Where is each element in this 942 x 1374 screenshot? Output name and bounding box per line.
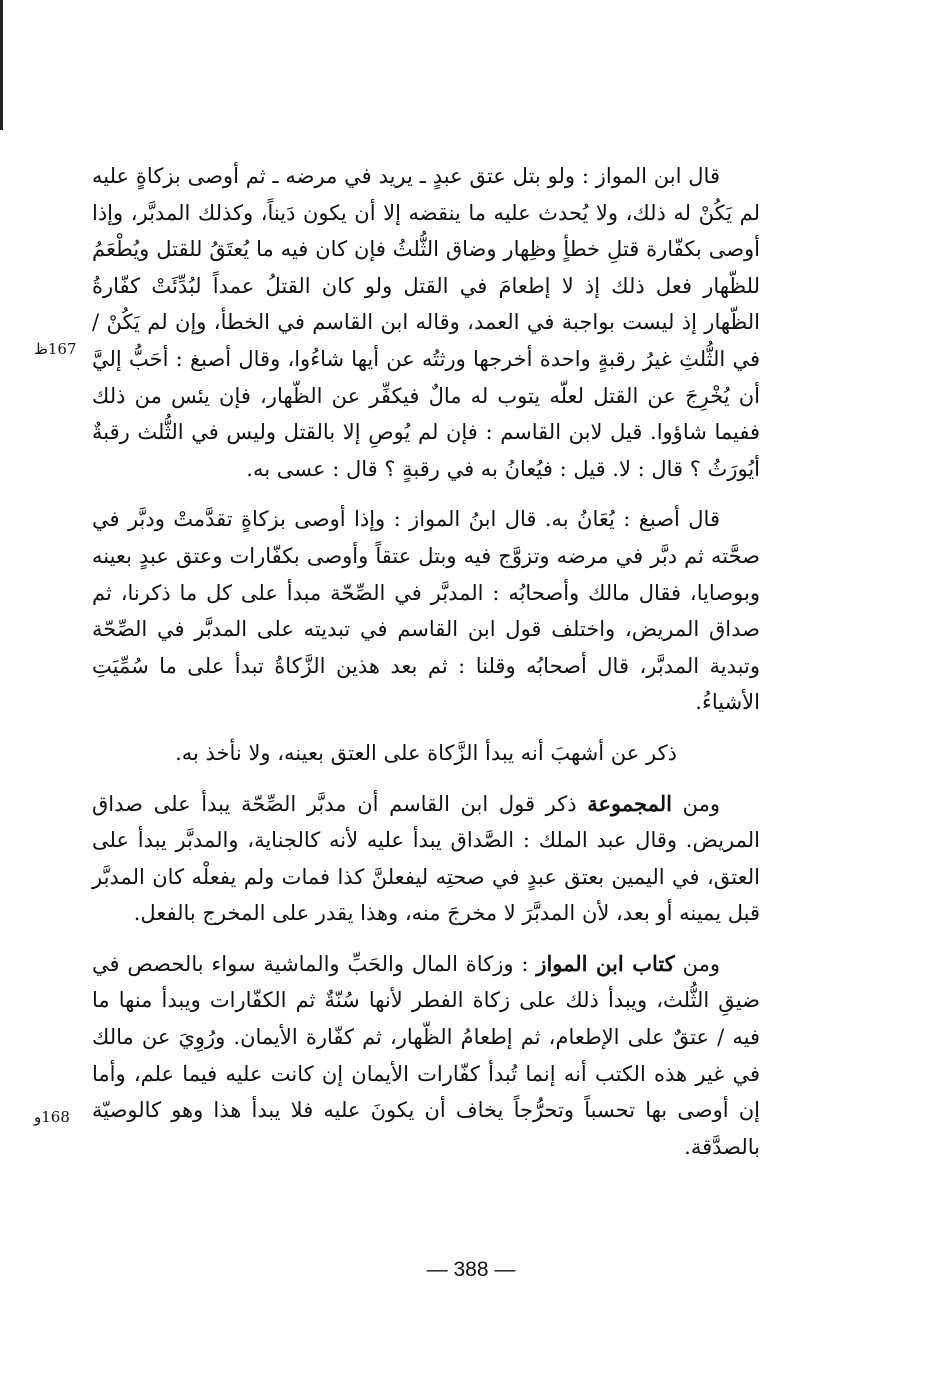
main-text-body [92,158,760,1165]
folio-marker-167: 167ظ [34,340,77,358]
paragraph-4 [92,786,760,932]
source-title: المجموعة [587,790,672,816]
paragraph-1 [92,158,760,487]
page-edge-mark [0,0,3,130]
paragraph-2 [92,501,760,721]
folio-marker-168: 168و [34,1108,70,1126]
paragraph-3 [92,735,760,772]
paragraph-5 [92,946,760,1166]
paragraph-text: ذكر قول ابن القاسم أن مدبَّر الصِّحّة يبدأ على صداق المريض. وقال عبد الملك : الصَّداق يبدأ عليه لأنه كالجناية، والمدبَّر يبدأ على العتق، في اليمين بعتق عبدٍ في صحتِه ليفعلنَّ كذا فمات ولم يفعلْه كان المدبَّر قبل يمينه أو بعد، لأن المدبَّرَ لا مخرجَ منه، وهذا يقدر على المخرج بالفعل. [92,791,760,926]
paragraph-text: قال ابن المواز : ولو بتل عتق عبدٍ ـ يريد في مرضه ـ ثم أوصى بزكاةٍ عليه لم يَكُنْ له ذلك، ولا يُحدث عليه ما ينقضه إلا أن يكون دَيناً، وكذلك المدبَّر، وإذا أوصى بكفّارة قتلِ خطأٍ وظِهار وضاق الثُّلثُ فإن كان فيه ما يُعتَقُ للقتل ويُطْعَمُ للظّهار فعل ذلك إذ لا إطعامَ في القتل ولو كان القتلُ عمداً لبُدِّئَتْ كفّارةُ الظّهار إذ ليست بواجبة في العمد، وقاله ابن القاسم في الخطأ، وإن لم يَكُنْ / في الثُّلثِ غيرُ رقبةٍ واحدة أخرجها ورثتُه عن أيها شاءُوا، وقال أصبغ : أحَبُّ إليَّ أن يُخْرِجَ عن القتل لعلّه يتوب له مالٌ فيكفِّر عن الظّهار، فإن يئس من ذلك ففيما شاؤوا. قيل لابن القاسم : فإن لم يُوصِ إلا بالقتل وليس في الثُّلث رقبةٌ أيُورَثُ ؟ قال : لا. قيل : فيُعانُ به في رقبةٍ ؟ قال : عسى به. [92,164,760,481]
paragraph-text: قال أصبغ : يُعَانُ به. قال ابنُ المواز : وإذا أوصى بزكاةٍ تقدَّمتْ ودبَّر في صحَّته ثم دبَّر في مرضه وتزوَّج فيه وبتل عتقاً وأوصى بكفّارات وعتق عبدٍ بعينه وبوصايا، فقال مالك وأصحابُه : المدبَّر في الصِّحّة مبدأ على كل ما ذكرنا، ثم صداق المريض، واختلف قول ابن القاسم في تبديته على المدبَّر في الصِّحّة وتبدية المدبَّر، قال أصحابُه وقلنا : ثم بعد هذين الزَّكاةُ تبدأ على ما سُمِّيَتِ الأشياءُ. [92,507,760,715]
paragraph-text: : وزكاة المال والحَبِّ والماشية سواء بالحصص في ضيقِ الثُّلث، ويبدأ ذلك على زكاة الفطر لأنها سُنّةٌ ثم الكفّارات ويبدأ منها ما فيه / عتقٌ على الإطعام، ثم إطعامُ الظّهار، ثم كفّارة الأيمان. ورُوِيَ عن مالك في غير هذه الكتب أنه إنما تُبدأ كفّارات الأيمان إن كانت عليه فيما علم، وأما إن أوصى بها تحسباً وتحرُّجاً يخاف أن يكونَ عليه فلا يبدأ هذا وهو كالوصيّة بالصدَّقة. [92,951,760,1159]
paragraph-text: ومن [671,791,720,816]
paragraph-text: ومن [674,951,720,976]
page-number: — 388 — [426,1258,516,1281]
paragraph-text: ذكر عن أشهبَ أنه يبدأ الزَّكاة على العتق بعينه، ولا نأخذ به. [175,740,677,765]
source-title: كتاب ابن المواز [536,950,675,976]
